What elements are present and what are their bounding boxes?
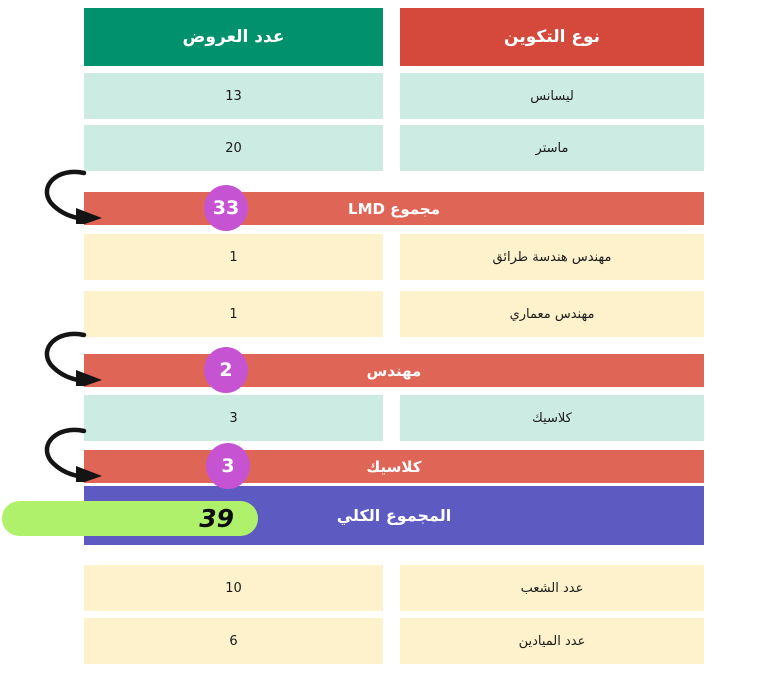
subtotal-banner-classic-label: كلاسيك (366, 457, 422, 476)
cell-classic-label: كلاسيك (400, 395, 704, 441)
cell-eng-arch-label: مهندس معماري (400, 291, 704, 337)
header-offer-count: عدد العروض (84, 8, 383, 66)
cell-classic-value: 3 (84, 395, 383, 441)
cell-fields-value: 6 (84, 618, 383, 664)
cell-branches-label: عدد الشعب (400, 565, 704, 611)
cell-branches-value: 10 (84, 565, 383, 611)
cell-licence-label: ليسانس (400, 73, 704, 119)
subtotal-badge-engineer: 2 (204, 347, 248, 393)
header-formation-type: نوع التكوين (400, 8, 704, 66)
curved-arrow-icon (28, 166, 106, 224)
grand-total-pill (2, 501, 258, 536)
cell-master-label: ماستر (400, 125, 704, 171)
curved-arrow-icon (28, 328, 106, 386)
subtotal-banner-engineer-label: مهندس (366, 361, 422, 380)
subtotal-banner-lmd (84, 192, 704, 225)
cell-eng-process-value: 1 (84, 234, 383, 280)
subtotal-banner-classic (84, 450, 704, 483)
grand-total-label: المجموع الكلي (336, 506, 452, 525)
curved-arrow-icon (28, 424, 106, 482)
cell-licence-value: 13 (84, 73, 383, 119)
cell-master-value: 20 (84, 125, 383, 171)
subtotal-badge-classic: 3 (206, 443, 250, 489)
cell-eng-process-label: مهندس هندسة طرائق (400, 234, 704, 280)
subtotal-badge-lmd: 33 (204, 185, 248, 231)
cell-fields-label: عدد الميادين (400, 618, 704, 664)
subtotal-banner-engineer (84, 354, 704, 387)
cell-eng-arch-value: 1 (84, 291, 383, 337)
subtotal-banner-lmd-label: مجموع LMD (348, 199, 440, 218)
grand-total-value: 39 (199, 504, 234, 533)
